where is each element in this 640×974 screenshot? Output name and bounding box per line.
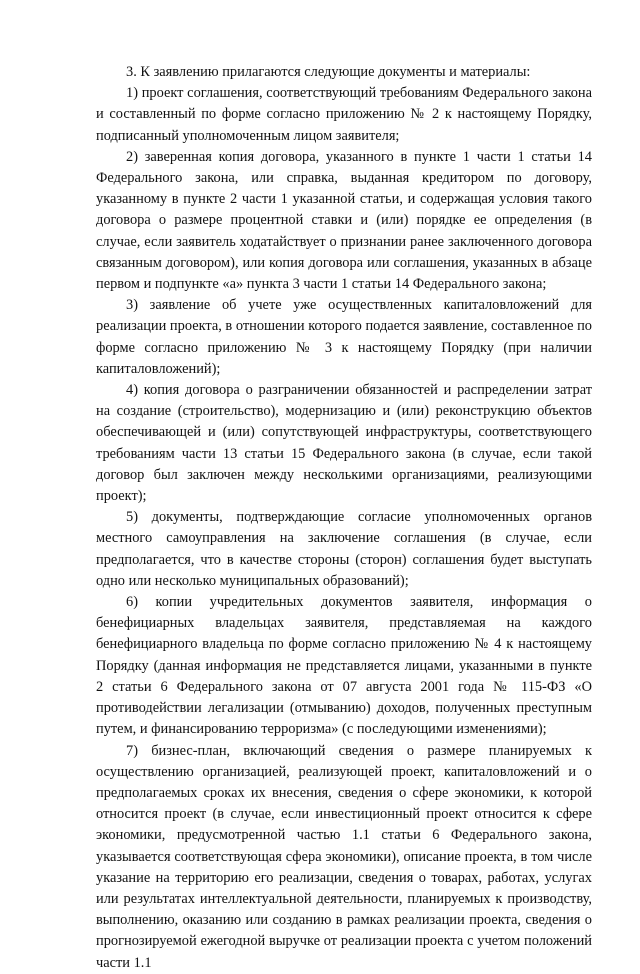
list-item-4: 4) копия договора о разграничении обязанностей и распределении затрат на создание (строительство), модернизацию и (или) реконструкцию объектов обеспечивающей и (или) сопутствующей инфраструктуры, соответствующего требованиям части 13 статьи 15 Федерального закона (в случае, если такой договор был заключен между несколькими организациями, реализующими проект); xyxy=(96,382,592,505)
list-item-2: 2) заверенная копия договора, указанного в пункте 1 части 1 статьи 14 Федерального закона, или справка, выданная кредитором по договору, указанному в пункте 2 части 1 указанной статьи, и содержащая условия такого договора о размере процентной ставки и (или) порядке ее определения (в случае, если заявитель ходатайствует о признании ранее заключенного договора связанным договором), или копия договора или соглашения, указанных в абзаце первом и подпункте «а» пункта 3 части 1 статьи 14 Федерального закона; xyxy=(96,148,592,293)
list-item-7: 7) бизнес-план, включающий сведения о размере планируемых к осуществлению организацией, реализующей проект, капиталовложений и о предполагаемых сроках их внесения, сведения о сфере экономики, к которой относится проект (в случае, если инвестиционный проект относится к сфере экономики, предусмотренной частью 1.1 статьи 6 Федерального закона, указывается соответствующая сфера экономики), описание проекта, в том числе указание на территорию его реализации, сведения о товарах, работах, услугах или результатах интеллектуальной деятельности, планируемых к производству, выполнению, оказанию или созданию в рамках реализации проекта, сведения о прогнозируемой ежегодной выручке от реализации проекта с учетом положений части 1.1 xyxy=(96,742,592,971)
intro-paragraph: 3. К заявлению прилагаются следующие документы и материалы: xyxy=(126,64,531,80)
document-page xyxy=(96,62,592,974)
list-item-3: 3) заявление об учете уже осуществленных капиталовложений для реализации проекта, в отношении которого подается заявление, составленное по форме согласно приложению № 3 к настоящему Порядку (при наличии капиталовложений); xyxy=(96,297,592,377)
list-item-1: 1) проект соглашения, соответствующий требованиям Федерального закона и составленный по форме согласно приложению № 2 к настоящему Порядку, подписанный уполномоченным лицом заявителя; xyxy=(96,85,592,144)
list-item-5: 5) документы, подтверждающие согласие уполномоченных органов местного самоуправления на заключение соглашения (в случае, если предполагается, что в качестве стороны (сторон) соглашения будет выступать одно или несколько муниципальных образований); xyxy=(96,509,592,589)
list-item-6: 6) копии учредительных документов заявителя, информация о бенефициарных владельцах заявителя, представляемая на каждого бенефициарного владельца по форме согласно приложению № 4 к настоящему Порядку (данная информация не представляется лицами, указанными в пункте 2 статьи 6 Федерального закона от 07 августа 2001 года № 115-ФЗ «О противодействии легализации (отмыванию) доходов, полученных преступным путем, и финансированию терроризма» (с последующими изменениями); xyxy=(96,594,592,738)
